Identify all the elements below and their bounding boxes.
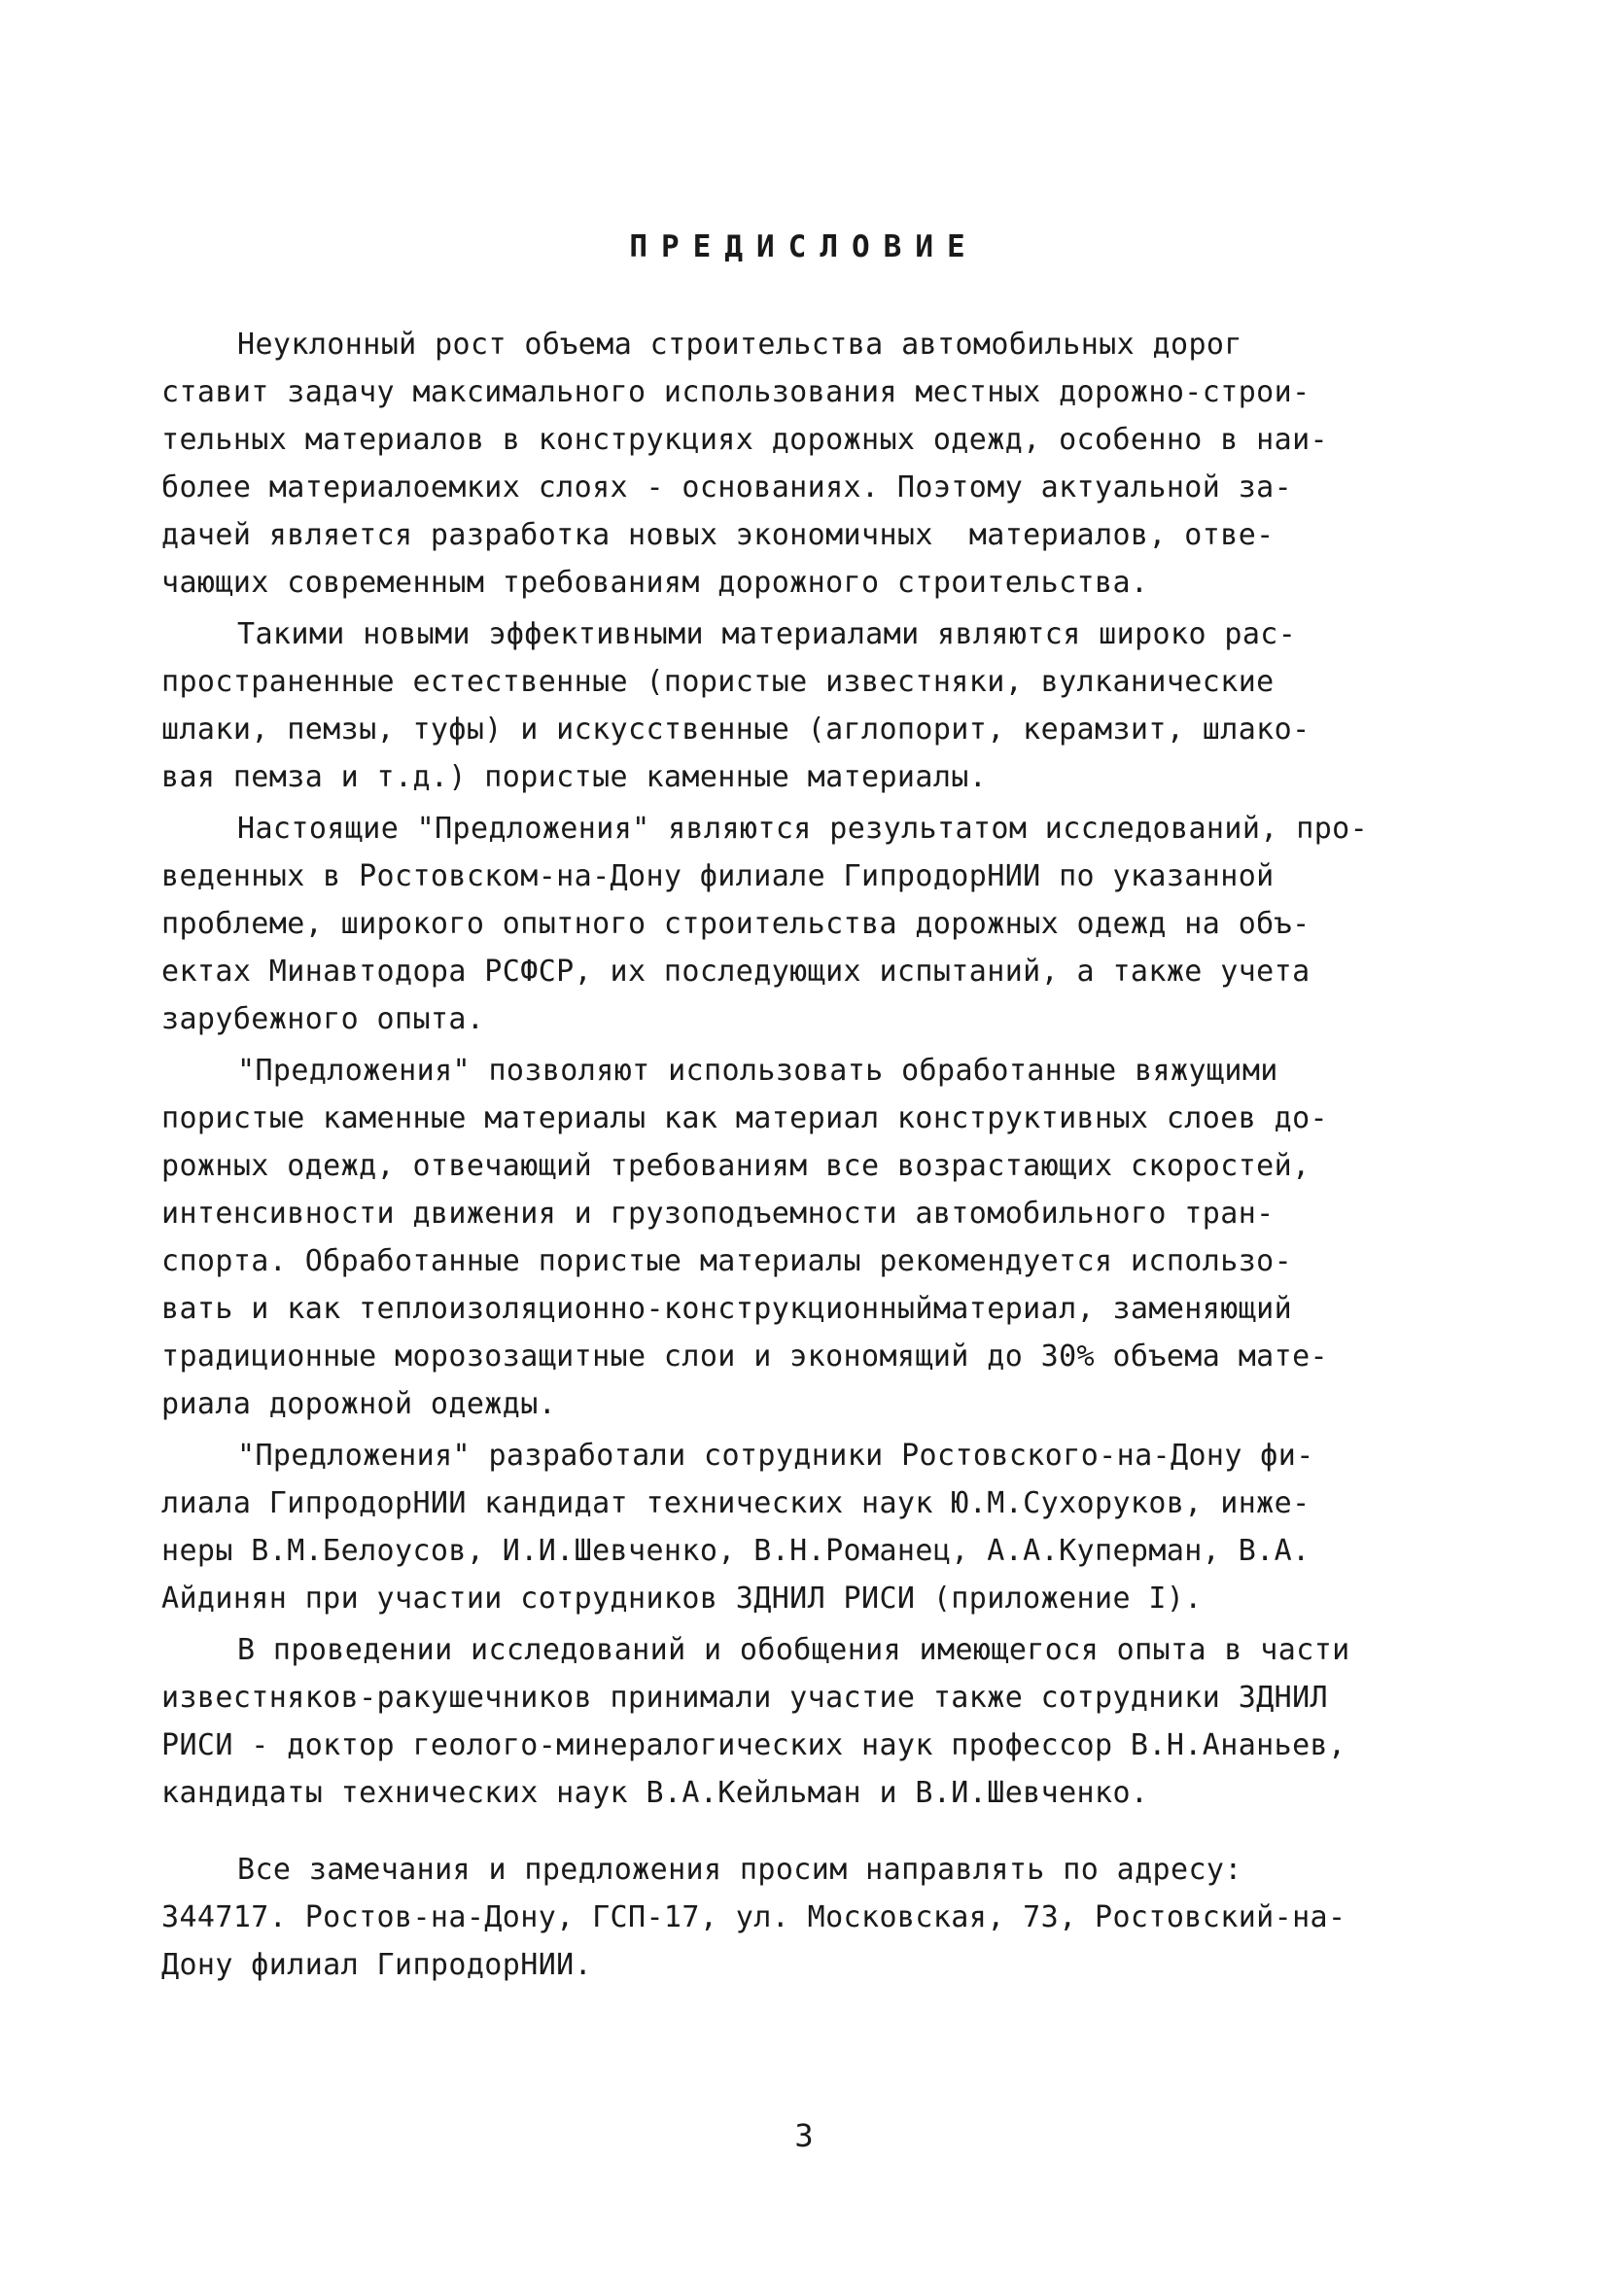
text-line: РИСИ - доктор геолого-минералогических наук профессор В.Н.Ананьев, xyxy=(161,1728,1346,1762)
text-line: шлаки, пемзы, туфы) и искусственные (аглопорит, керамзит, шлако- xyxy=(161,713,1311,747)
text-line: "Предложения" позволяют использовать обработанные вяжущими xyxy=(237,1054,1278,1088)
text-line: кандидаты технических наук В.А.Кейльман и В.И.Шевченко. xyxy=(161,1776,1149,1810)
text-line: тельных материалов в конструкциях дорожных одежд, особенно в наи- xyxy=(161,423,1328,457)
text-line: В проведении исследований и обобщения имеющегося опыта в части xyxy=(237,1633,1350,1667)
text-line: пространенные естественные (пористые известняки, вулканические xyxy=(161,665,1275,699)
text-line: вая пемза и т.д.) пористые каменные материалы. xyxy=(161,760,988,794)
text-line: дачей является разработка новых экономичных материалов, отве- xyxy=(161,518,1275,552)
text-line: ектах Минавтодора РСФСР, их последующих испытаний, а также учета xyxy=(161,955,1311,989)
text-line: ставит задачу максимального использования местных дорожно-строи- xyxy=(161,375,1311,409)
text-line: вать и как теплоизоляционно-конструкционныйматериал, заменяющий xyxy=(161,1292,1293,1326)
text-line: зарубежного опыта. xyxy=(161,1002,485,1036)
paragraph xyxy=(161,321,1454,607)
text-line: веденных в Ростовском-на-Дону филиале ГипродорНИИ по указанной xyxy=(161,859,1275,893)
paragraph xyxy=(161,1626,1454,1817)
paragraph xyxy=(161,805,1454,1043)
text-line: Дону филиал ГипродорНИИ. xyxy=(161,1948,593,1982)
text-line: риала дорожной одежды. xyxy=(161,1387,557,1421)
text-line: неры В.М.Белоусов, И.И.Шевченко, В.Н.Романец, А.А.Куперман, В.А. xyxy=(161,1534,1311,1568)
text-line: известняков-ракушечников принимали участие также сотрудники ЗДНИЛ xyxy=(161,1681,1328,1715)
spacer xyxy=(161,1821,1454,1846)
text-line: Такими новыми эффективными материалами являются широко рас- xyxy=(237,617,1297,651)
text-line: "Предложения" разработали сотрудники Ростовского-на-Дону фи- xyxy=(237,1439,1314,1473)
text-line: рожных одежд, отвечающий требованиям все возрастающих скоростей, xyxy=(161,1149,1311,1183)
text-line: проблеме, широкого опытного строительства дорожных одежд на объ- xyxy=(161,907,1311,941)
text-line: спорта. Обработанные пористые материалы рекомендуется использо- xyxy=(161,1244,1293,1278)
text-line: Айдинян при участии сотрудников ЗДНИЛ РИСИ (приложение I). xyxy=(161,1582,1203,1616)
text-line: Неуклонный рост объема строительства автомобильных дорог xyxy=(237,328,1242,362)
text-line: чающих современным требованиям дорожного строительства. xyxy=(161,566,1149,600)
page-title: ПРЕДИСЛОВИЕ xyxy=(629,229,979,264)
text-line: более материалоемких слоях - основаниях. Поэтому актуальной за- xyxy=(161,470,1293,504)
paragraph xyxy=(161,1047,1454,1428)
body-text xyxy=(161,321,1454,1993)
text-line: 344717. Ростов-на-Дону, ГСП-17, ул. Московская, 73, Ростовский-на- xyxy=(161,1900,1346,1934)
page-number: 3 xyxy=(794,2117,814,2154)
paragraph xyxy=(161,1432,1454,1622)
text-line: пористые каменные материалы как материал конструктивных слоев до- xyxy=(161,1101,1328,1135)
text-line: традиционные морозозащитные слои и экономящий до 30% объема мате- xyxy=(161,1339,1328,1374)
text-line: Настоящие "Предложения" являются результатом исследований, про- xyxy=(237,812,1369,846)
text-line: Все замечания и предложения просим направлять по адресу: xyxy=(237,1853,1242,1887)
paragraph xyxy=(161,610,1454,801)
text-line: лиала ГипродорНИИ кандидат технических наук Ю.М.Сухоруков, инже- xyxy=(161,1486,1311,1520)
text-line: интенсивности движения и грузоподъемности автомобильного тран- xyxy=(161,1197,1275,1231)
paragraph-address xyxy=(161,1846,1454,1989)
